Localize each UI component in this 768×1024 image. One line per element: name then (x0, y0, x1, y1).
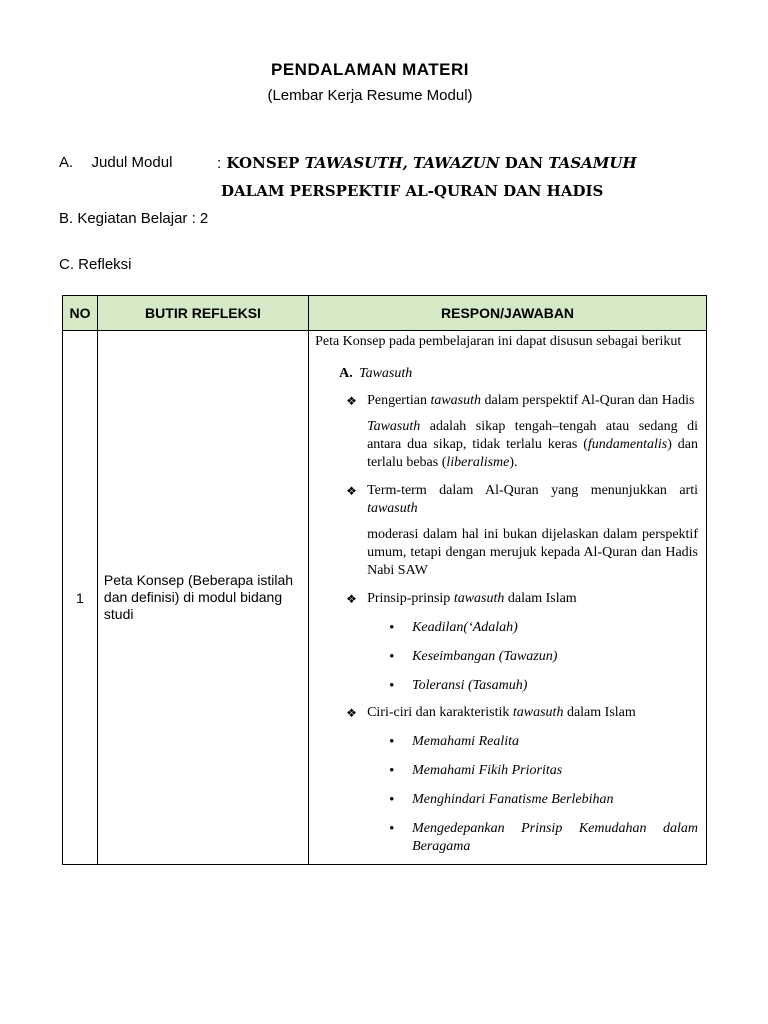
table-row (63, 331, 707, 865)
reflection-heading: C. Refleksi (59, 256, 132, 273)
row-response (309, 331, 707, 865)
header-butir-refleksi: BUTIR REFLEKSI (97, 296, 308, 331)
module-title-line-2: DALAM PERSPEKTIF AL-QURAN DAN HADIS (221, 182, 604, 200)
bullet-dot-icon: • (389, 763, 395, 779)
module-title-part-1: KONSEP (226, 154, 305, 172)
page-subtitle: (Lembar Kerja Resume Modul) (267, 87, 473, 104)
diamond-term: tawasuth (430, 393, 482, 408)
para-term: fundamentalis (587, 437, 668, 452)
table-header-row (63, 296, 707, 331)
heading-letter: A. (339, 366, 353, 381)
header-no: NO (63, 296, 98, 331)
module-title-part-2: TAWASUTH, TAWAZUN (304, 154, 500, 172)
diamond-bullet-icon: ❖ (346, 592, 357, 606)
bullet-dot-icon: • (389, 620, 395, 636)
diamond-text: dalam perspektif Al-Quran dan Hadis (481, 393, 695, 408)
page-title: PENDALAMAN MATERI (270, 60, 469, 79)
diamond-text: Pengertian (367, 393, 431, 408)
row-butir: Peta Konsep (Beberapa istilah dan definisi) di modul bidang studi (97, 331, 308, 865)
bullet-dot-icon: • (389, 792, 395, 808)
para-text: ) dan terlalu bebas ( (367, 437, 698, 470)
diamond-text: Prinsip-prinsip (367, 591, 454, 606)
module-title-value (217, 154, 637, 172)
section-a-label: A. (59, 154, 74, 171)
learning-activity: B. Kegiatan Belajar : 2 (59, 210, 209, 227)
reflection-table (62, 295, 707, 865)
diamond-item-definition (346, 392, 698, 410)
para-term: liberalisme (446, 455, 510, 470)
list-item (389, 677, 698, 695)
diamond-term: tawasuth (453, 591, 505, 606)
bullet-dot-icon: • (389, 649, 395, 665)
section-heading-a (339, 365, 698, 383)
diamond-item-characteristics (346, 704, 698, 722)
header-respon-jawaban: RESPON/JAWABAN (309, 296, 707, 331)
moderation-paragraph: moderasi dalam hal ini bukan dijelaskan dalam perspektif umum, tetapi dengan merujuk kepada Al-Quran dan Hadis Nabi SAW (367, 527, 698, 578)
bullet-dot-icon: • (389, 821, 395, 837)
diamond-term: tawasuth (367, 501, 418, 516)
list-item (389, 733, 698, 751)
heading-text: Tawasuth (359, 366, 413, 381)
diamond-text: Ciri-ciri dan karakteristik (367, 705, 513, 720)
list-item (389, 791, 698, 809)
module-title-part-4: TASAMUH (548, 154, 637, 172)
trait-text: Memahami Realita (412, 734, 519, 749)
diamond-bullet-icon: ❖ (346, 394, 357, 408)
module-title-part-3: DAN (499, 154, 549, 172)
trait-text: Mengedepankan Prinsip Kemudahan dalam Beragama (412, 821, 698, 854)
list-item (389, 619, 698, 637)
bullet-dot-icon: • (389, 678, 395, 694)
para-text: adalah sikap tengah–tengah atau sedang di antara dua sikap, tidak terlalu keras ( (367, 419, 698, 452)
diamond-term: tawasuth (512, 705, 564, 720)
diamond-bullet-icon: ❖ (346, 706, 357, 720)
trait-text: Menghindari Fanatisme Berlebihan (412, 792, 614, 807)
para-text: ). (509, 455, 518, 470)
trait-text: Memahami Fikih Prioritas (412, 763, 563, 778)
definition-paragraph (367, 418, 698, 472)
diamond-item-principles (346, 590, 698, 608)
row-number: 1 (63, 331, 98, 865)
principle-text: Toleransi (Tasamuh) (412, 678, 528, 693)
module-title-colon: : (217, 155, 222, 172)
diamond-text: Term-term dalam Al-Quran yang menunjukkan arti (367, 483, 698, 498)
principle-text: Keadilan(‘Adalah) (412, 620, 518, 635)
diamond-text: dalam Islam (563, 705, 636, 720)
diamond-bullet-icon: ❖ (346, 484, 357, 498)
para-term: Tawasuth (367, 419, 421, 434)
module-title-row (59, 154, 172, 171)
diamond-item-terms (346, 482, 698, 518)
bullet-dot-icon: • (389, 734, 395, 750)
response-intro: Peta Konsep pada pembelajaran ini dapat disusun sebagai berikut (315, 334, 682, 349)
module-title-field: Judul Modul (91, 154, 173, 171)
list-item (389, 820, 698, 856)
principle-text: Keseimbangan (Tawazun) (412, 649, 558, 664)
list-item (389, 762, 698, 780)
list-item (389, 648, 698, 666)
diamond-text: dalam Islam (504, 591, 577, 606)
